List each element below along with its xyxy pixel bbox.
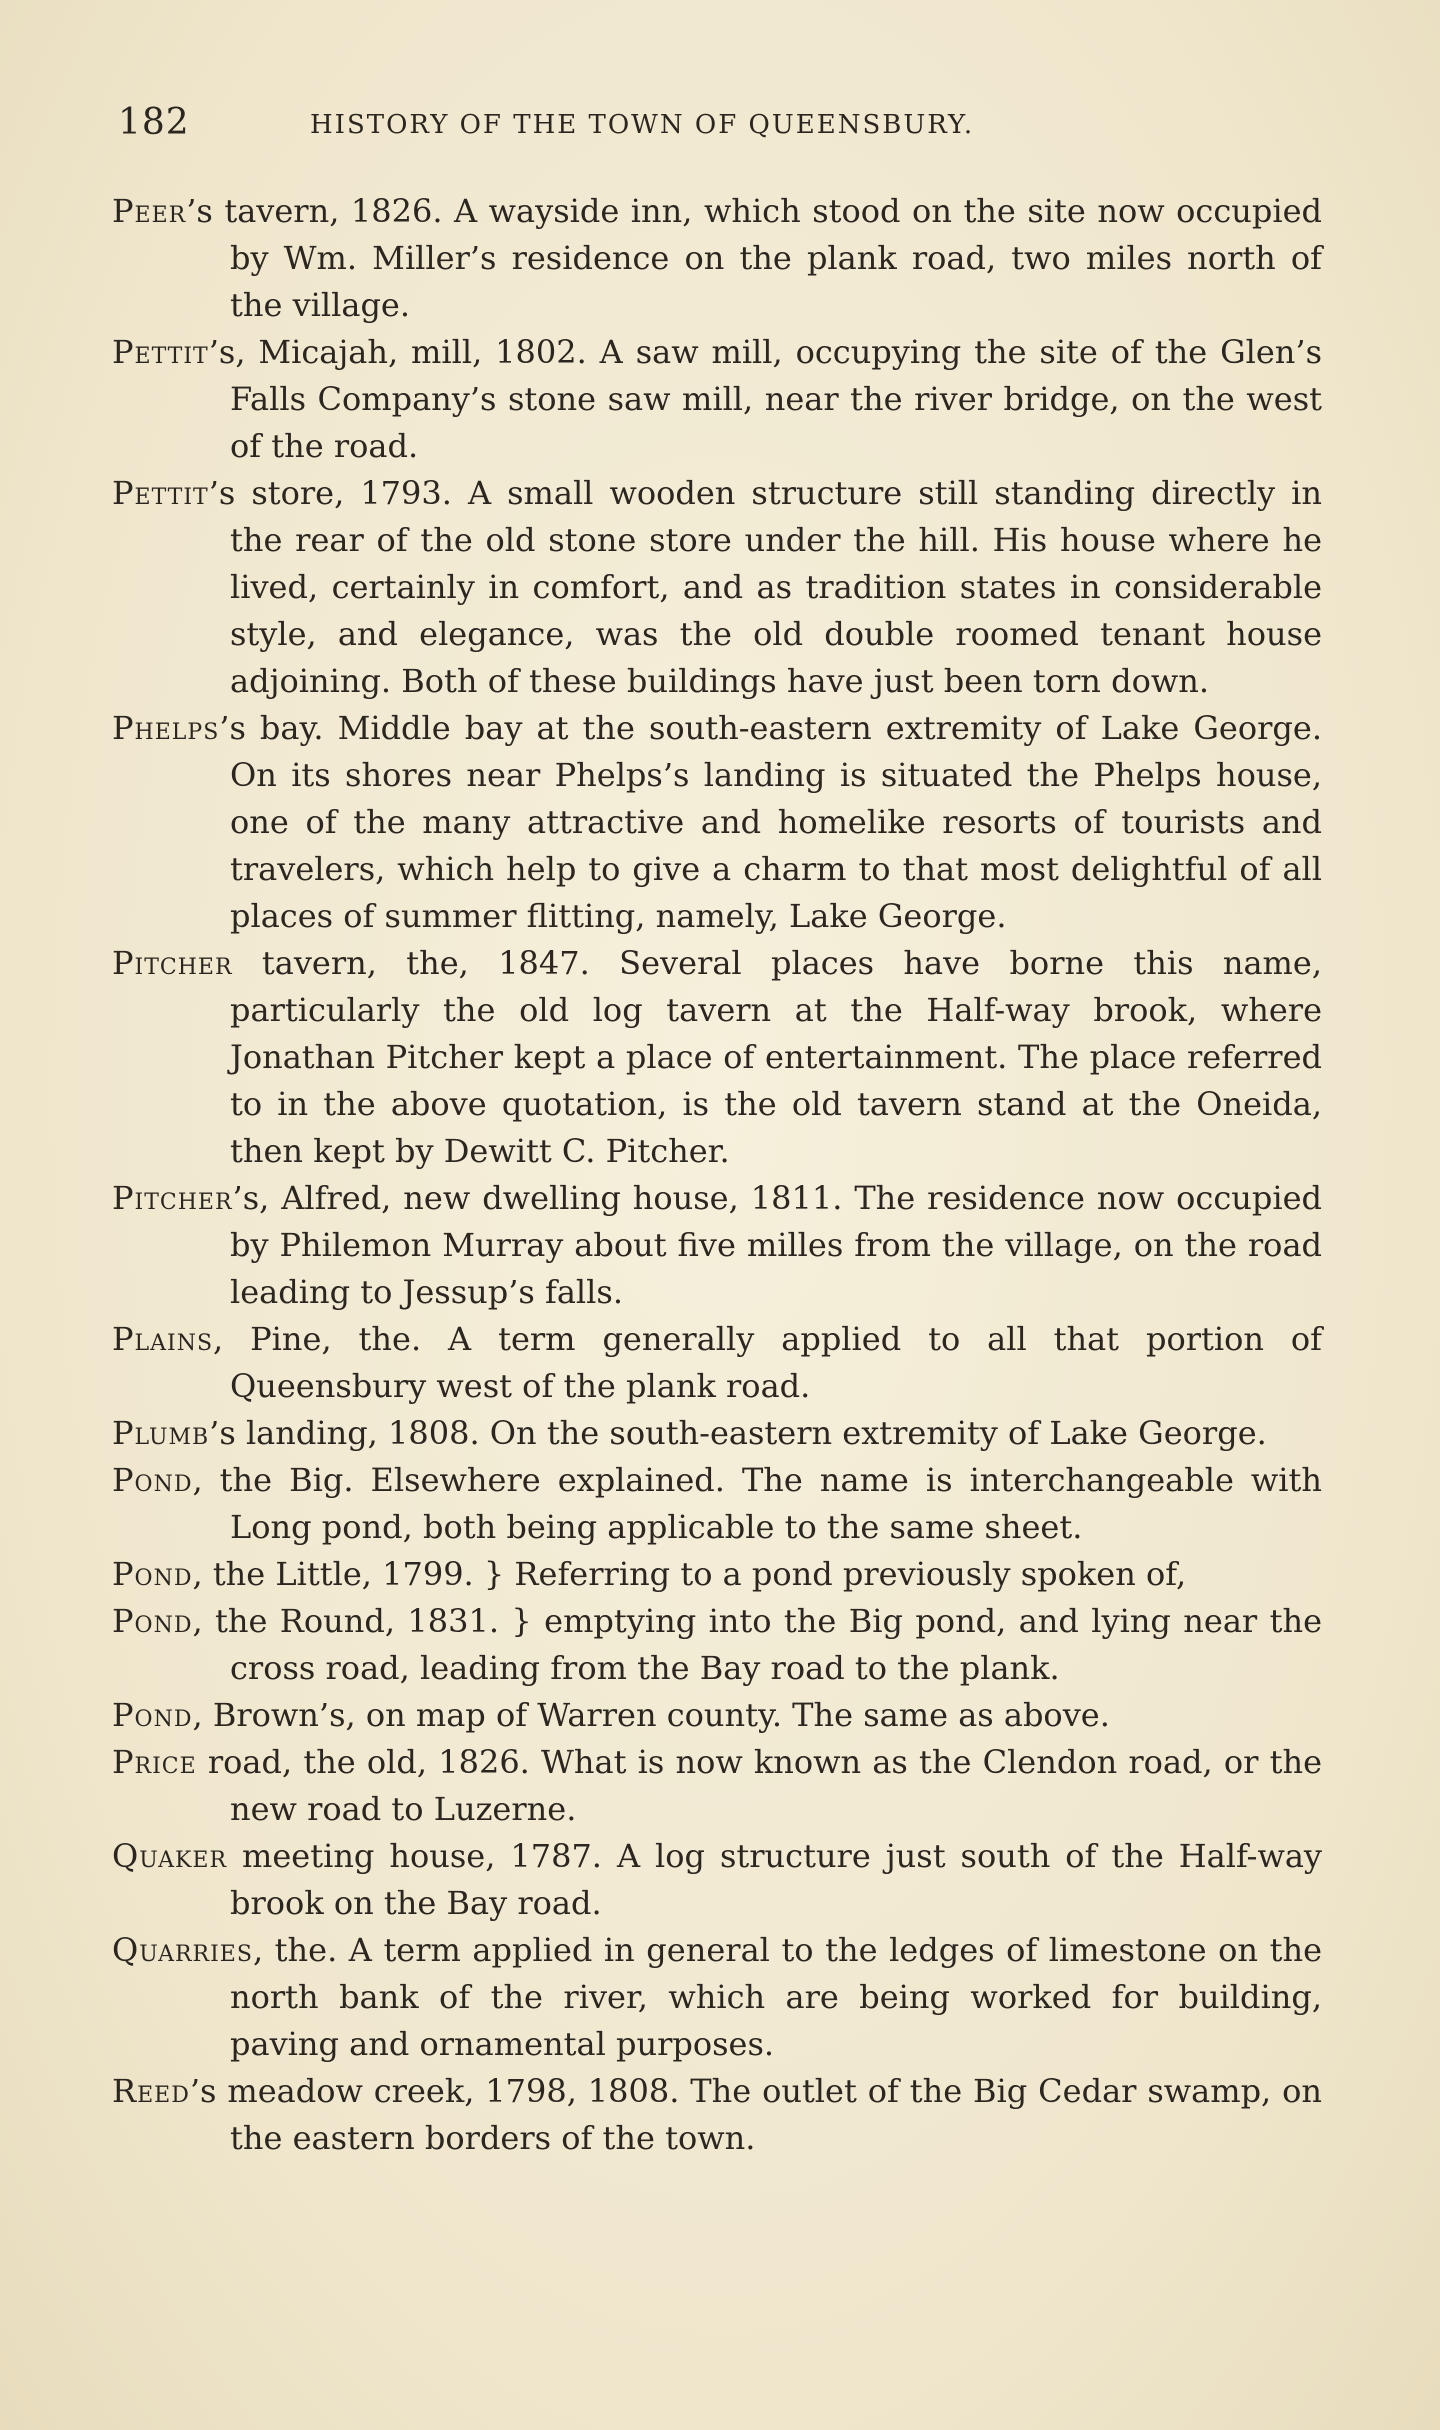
entry-head: Quaker bbox=[112, 1837, 228, 1875]
entry-pond-little bbox=[112, 1551, 1322, 1598]
entry-pond-round bbox=[112, 1598, 1322, 1692]
entry-pettits-store bbox=[112, 470, 1322, 705]
entry-head: Price bbox=[112, 1743, 197, 1781]
entry-peers-tavern bbox=[112, 188, 1322, 329]
entry-pettits-mill bbox=[112, 329, 1322, 470]
entry-text: ’s store, 1793. A small wooden structure still standing directly in the rear of the old stone store under the hill. His house where he lived, certainly in comfort, and as tradition states in considerable style, and elegance, was the old double roomed tenant house adjoining. Both of these buildings have just been torn down. bbox=[208, 474, 1322, 700]
entry-pond-browns bbox=[112, 1692, 1322, 1739]
entry-pond-big bbox=[112, 1457, 1322, 1551]
entry-quarries bbox=[112, 1927, 1322, 2068]
entry-text: , the. A term applied in general to the ledges of limestone on the north bank of the river, which are being worked for building, paving and ornamental purposes. bbox=[230, 1931, 1322, 2063]
entry-text: ’s bay. Middle bay at the south-eastern extremity of Lake George. On its shores near Phelps’s landing is situated the Phelps house, one of the many attractive and homelike resorts of tourists and travelers, which help to give a charm to that most delightful of all places of summer flitting, namely, Lake George. bbox=[219, 709, 1322, 935]
entry-text: ’s meadow creek, 1798, 1808. The outlet of the Big Cedar swamp, on the eastern borders of the town. bbox=[189, 2072, 1322, 2157]
entry-text: road, the old, 1826. What is now known as the Clendon road, or the new road to Luzerne. bbox=[196, 1743, 1322, 1828]
entry-text: ’s tavern, 1826. A wayside inn, which stood on the site now occupied by Wm. Miller’s residence on the plank road, two miles north of the village. bbox=[186, 192, 1322, 324]
gazetteer-entries bbox=[112, 188, 1322, 2162]
entry-text: , Pine, the. A term generally applied to all that portion of Queensbury west of the plank road. bbox=[213, 1320, 1322, 1405]
entry-head: Pond bbox=[112, 1555, 193, 1593]
entry-plains-pine bbox=[112, 1316, 1322, 1410]
page-number: 182 bbox=[118, 102, 190, 143]
entry-pitchers-house bbox=[112, 1175, 1322, 1316]
entry-text: meeting house, 1787. A log structure just south of the Half-way brook on the Bay road. bbox=[227, 1837, 1322, 1922]
entry-text: ’s, Micajah, mill, 1802. A saw mill, occupying the site of the Glen’s Falls Company’s stone saw mill, near the river bridge, on the west of the road. bbox=[208, 333, 1322, 465]
entry-head: Reed bbox=[112, 2072, 190, 2110]
entry-text: , Brown’s, on map of Warren county. The same as above. bbox=[192, 1696, 1110, 1734]
entry-price-road bbox=[112, 1739, 1322, 1833]
entry-text: , the Little, 1799. } Referring to a pond previously spoken of, bbox=[192, 1555, 1187, 1593]
entry-head: Plains bbox=[112, 1320, 214, 1358]
page-header bbox=[118, 102, 1258, 162]
entry-text: , the Big. Elsewhere explained. The name is interchangeable with Long pond, both being applicable to the same sheet. bbox=[192, 1461, 1322, 1546]
entry-head: Pitcher bbox=[112, 1179, 233, 1217]
entry-head: Phelps bbox=[112, 709, 220, 747]
entry-head: Pond bbox=[112, 1602, 193, 1640]
entry-text: , the Round, 1831. } emptying into the Big pond, and lying near the cross road, leading from the Bay road to the plank. bbox=[192, 1602, 1322, 1687]
entry-head: Pond bbox=[112, 1696, 193, 1734]
entry-head: Pettit bbox=[112, 333, 209, 371]
entry-text: ’s, Alfred, new dwelling house, 1811. The residence now occupied by Philemon Murray about five milles from the village, on the road leading to Jessup’s falls. bbox=[230, 1179, 1322, 1311]
entry-head: Pond bbox=[112, 1461, 193, 1499]
entry-head: Pettit bbox=[112, 474, 209, 512]
running-title: HISTORY OF THE TOWN OF QUEENSBURY. bbox=[310, 110, 975, 140]
entry-text: tavern, the, 1847. Several places have borne this name, particularly the old log tavern at the Half-way brook, where Jonathan Pitcher kept a place of entertainment. The place referred to in the above quotation, is the old tavern stand at the Oneida, then kept by Dewitt C. Pitcher. bbox=[230, 944, 1322, 1170]
entry-plumbs-landing bbox=[112, 1410, 1322, 1457]
entry-phelps-bay bbox=[112, 705, 1322, 940]
entry-head: Plumb bbox=[112, 1414, 210, 1452]
entry-head: Pitcher bbox=[112, 944, 233, 982]
entry-reeds-meadow-creek bbox=[112, 2068, 1322, 2162]
entry-head: Peer bbox=[112, 192, 187, 230]
entry-head: Quarries bbox=[112, 1931, 253, 1969]
entry-quaker-meeting-house bbox=[112, 1833, 1322, 1927]
entry-text: ’s landing, 1808. On the south-eastern extremity of Lake George. bbox=[209, 1414, 1267, 1452]
entry-pitcher-tavern bbox=[112, 940, 1322, 1175]
